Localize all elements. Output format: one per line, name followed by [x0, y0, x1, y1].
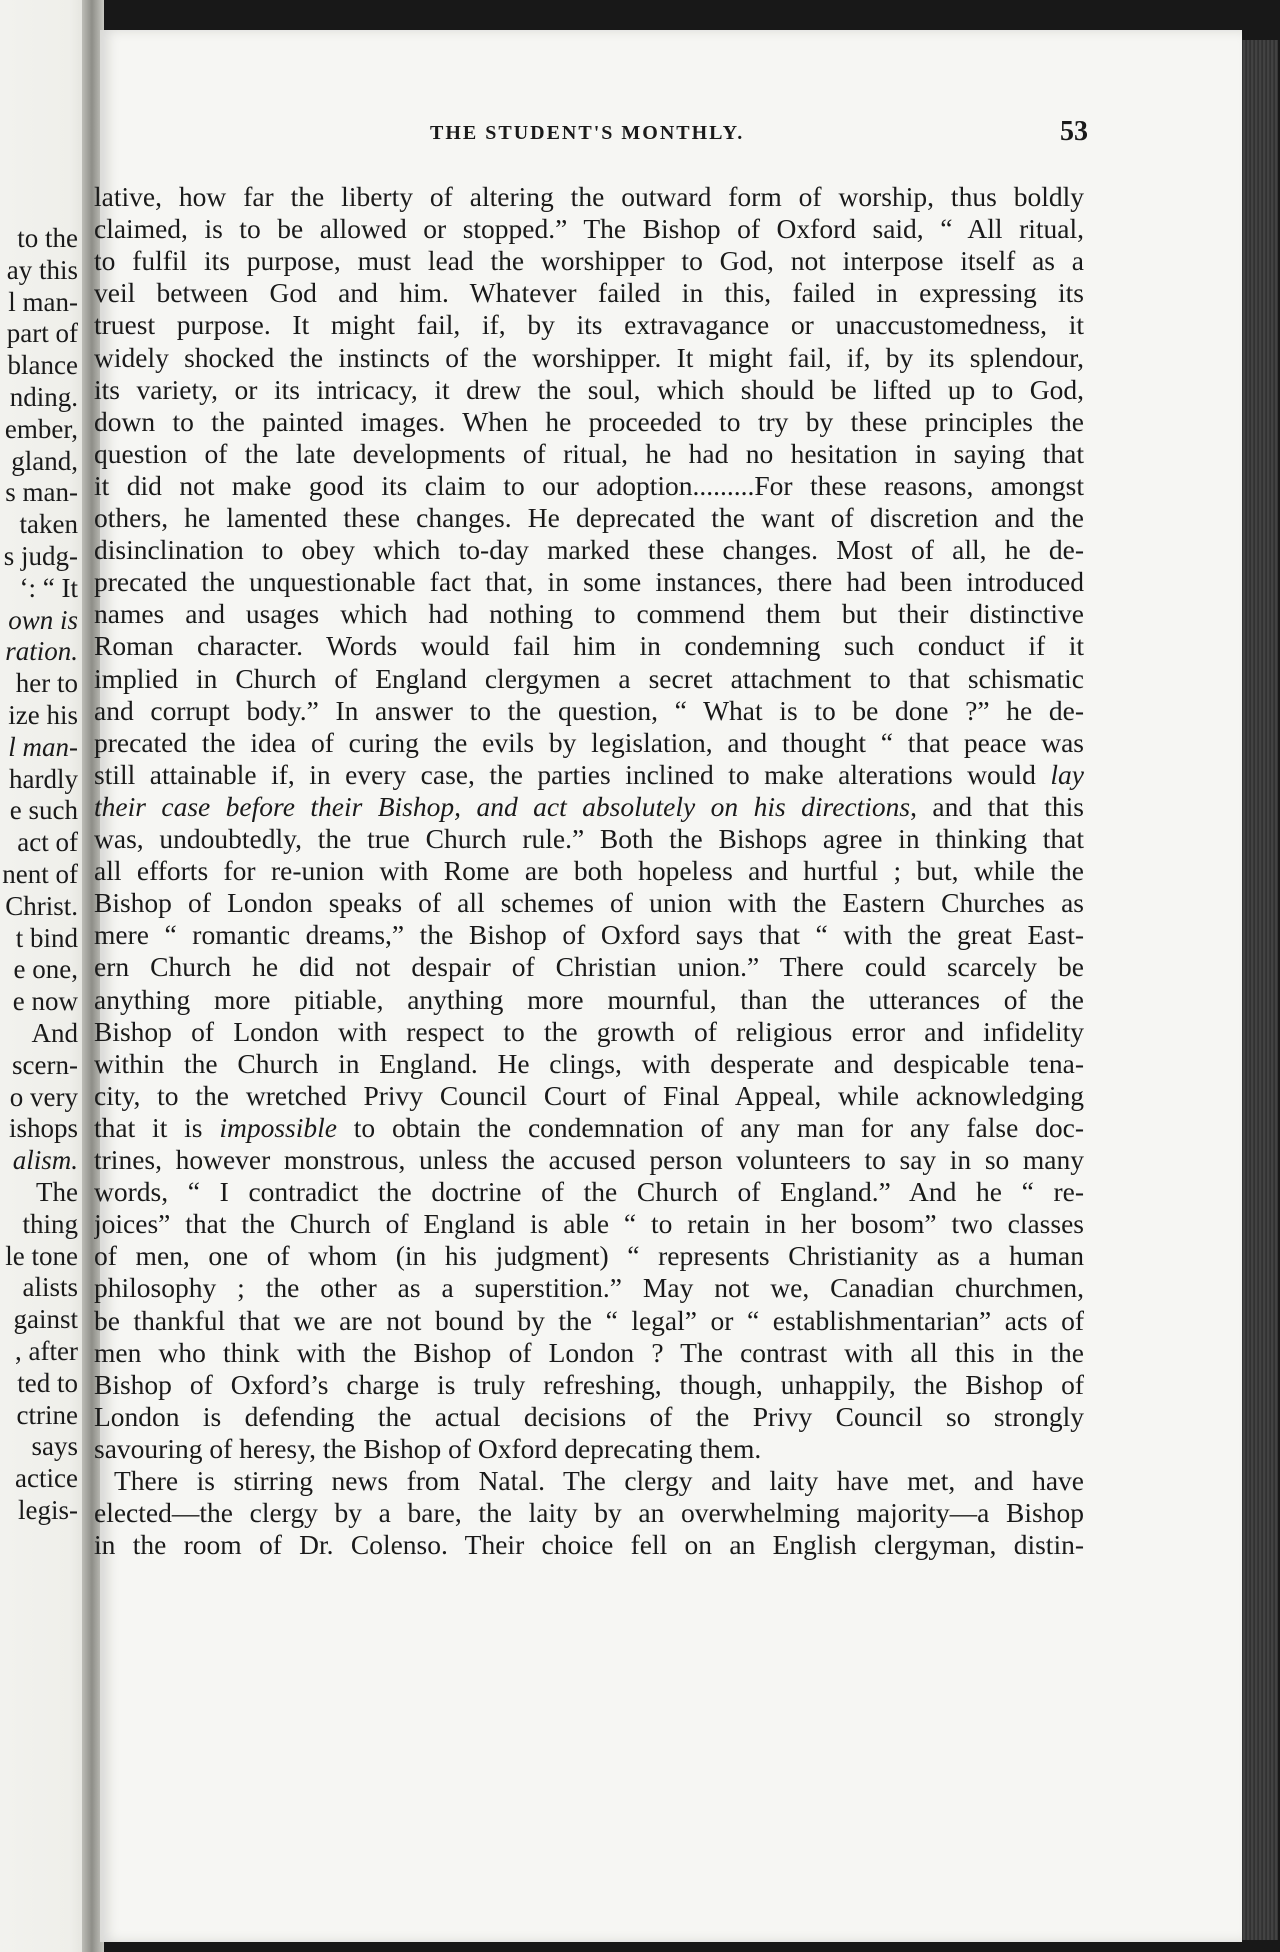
- text-line: widely shocked the instincts of the worshipper. It might fail, if, by its splendour,: [94, 341, 1084, 373]
- facing-page-fragment: , after: [15, 1336, 78, 1366]
- text-line: precated the unquestionable fact that, in some instances, there had been introduced: [94, 566, 1084, 598]
- text-line: words, “ I contradict the doctrine of the Church of England.” And he “ re-: [94, 1176, 1084, 1208]
- text-line: city, to the wretched Privy Council Court of Final Appeal, while acknowledging: [94, 1079, 1084, 1111]
- text-line: names and usages which had nothing to commend them but their distinctive: [94, 598, 1084, 630]
- text-line: lative, how far the liberty of altering the outward form of worship, thus boldly: [94, 181, 1084, 212]
- text-line: ern Church he did not despair of Christian union.” There could scarcely be: [94, 951, 1084, 983]
- facing-page-fragment: scern-: [12, 1049, 78, 1080]
- facing-page-fragment: gland,: [11, 445, 78, 476]
- facing-page-fragment: Christ.: [5, 890, 78, 921]
- text-line: London is defending the actual decisions of the Privy Council so strongly: [94, 1400, 1084, 1432]
- text-line: still attainable if, in every case, the parties inclined to make alterations would lay: [94, 758, 1084, 790]
- text-line: to fulfil its purpose, must lead the worshipper to God, not interpose itself as a: [94, 245, 1084, 277]
- facing-page-fragment: hardly: [9, 763, 78, 794]
- text-line: claimed, is to be allowed or stopped.” The Bishop of Oxford said, “ All ritual,: [94, 213, 1084, 245]
- text-line: its variety, or its intricacy, it drew the soul, which should be lifted up to God,: [94, 373, 1084, 405]
- text-line: others, he lamented these changes. He deprecated the want of discretion and the: [94, 502, 1084, 533]
- text-line: Bishop of London with respect to the growth of religious error and infidelity: [94, 1015, 1084, 1047]
- facing-page-fragment: to the: [17, 223, 78, 253]
- facing-page-fragment: gainst: [13, 1304, 78, 1335]
- text-line: disinclination to obey which to-day marked these changes. Most of all, he de-: [94, 534, 1084, 566]
- facing-page-fragment: o very: [9, 1081, 78, 1112]
- text-line: down to the painted images. When he proceeded to try by these principles the: [94, 405, 1084, 437]
- facing-page-fragment: part of: [6, 318, 78, 349]
- facing-page-fragment: own is: [8, 604, 78, 635]
- running-head: THE STUDENT'S MONTHLY.: [430, 122, 745, 144]
- text-line: be thankful that we are not bound by the “ legal” or “ establishmentarian” acts of: [94, 1304, 1084, 1336]
- text-line: all efforts for re-union with Rome are both hopeless and hurtful ; but, while the: [94, 855, 1084, 887]
- facing-page-fragment: says: [31, 1431, 78, 1462]
- text-line: anything more pitiable, anything more mournful, than the utterances of the: [94, 983, 1084, 1015]
- facing-page-fragment: ctrine: [16, 1399, 78, 1430]
- facing-page-fragment: nent of: [2, 859, 78, 889]
- text-line: and corrupt body.” In answer to the question, “ What is to be done ?” he de-: [94, 694, 1084, 726]
- text-line: their case before their Bishop, and act absolutely on his directions, and that this: [94, 790, 1084, 822]
- text-line: Bishop of Oxford’s charge is truly refreshing, though, unhappily, the Bishop of: [94, 1368, 1084, 1400]
- facing-page-fragment: ted to: [17, 1367, 78, 1398]
- text-line: veil between God and him. Whatever failed in this, failed in expressing its: [94, 277, 1084, 309]
- facing-page-fragment: thing: [22, 1208, 78, 1239]
- facing-page-fragment: alists: [22, 1272, 78, 1303]
- facing-page-fragment: le tone: [5, 1240, 78, 1271]
- text-line: implied in Church of England clergymen a secret attachment to that schismatic: [94, 662, 1084, 694]
- facing-page-fragment: l man-: [8, 731, 78, 762]
- facing-page-fragment: e now: [12, 986, 78, 1017]
- facing-page-fragment: s man-: [5, 477, 78, 508]
- text-line: truest purpose. It might fail, if, by its extravagance or unaccustomedness, it: [94, 309, 1084, 341]
- text-line: Bishop of London speaks of all schemes of union with the Eastern Churches as: [94, 887, 1084, 919]
- text-line: of men, one of whom (in his judgment) “ represents Christianity as a human: [94, 1240, 1084, 1272]
- text-line: mere “ romantic dreams,” the Bishop of Oxford says that “ with the great East-: [94, 919, 1084, 951]
- facing-page-fragment: her to: [15, 668, 78, 699]
- facing-page-fragment: legis-: [18, 1495, 78, 1525]
- facing-page-fragment: ember,: [4, 413, 78, 444]
- page: [94, 30, 1242, 1942]
- facing-page-fragment: e one,: [13, 954, 78, 985]
- text-line: it did not make good its claim to our adoption.........For these reasons, amongst: [94, 469, 1084, 501]
- text-line: question of the late developments of ritual, he had no hesitation in saying that: [94, 437, 1084, 469]
- facing-page-fragment: blance: [7, 350, 78, 381]
- facing-page-fragment: ishops: [8, 1113, 78, 1144]
- facing-page-fragment: l man-: [8, 286, 78, 317]
- text-line: elected—the clergy by a bare, the laity by an overwhelming majority—a Bishop: [94, 1497, 1084, 1529]
- facing-page-fragment: ‘: “ It: [19, 572, 78, 603]
- text-line: joices” that the Church of England is able “ to retain in her bosom” two classes: [94, 1208, 1084, 1240]
- facing-page-fragment: nding.: [9, 382, 78, 412]
- text-line: in the room of Dr. Colenso. Their choice fell on an English clergyman, distin-: [94, 1529, 1084, 1561]
- text-line: There is stirring news from Natal. The clergy and laity have met, and have: [114, 1465, 1084, 1496]
- text-line: within the Church in England. He clings, with desperate and despicable tena-: [94, 1047, 1084, 1079]
- facing-page-fragment: t bind: [15, 922, 78, 953]
- facing-page-fragment: And: [31, 1018, 78, 1048]
- facing-page-fragment: actice: [15, 1463, 78, 1494]
- page-number: 53: [1060, 116, 1088, 147]
- text-line: men who think with the Bishop of London ? The contrast with all this in the: [94, 1336, 1084, 1368]
- text-line: savouring of heresy, the Bishop of Oxford deprecating them.: [94, 1432, 762, 1464]
- facing-page-fragment: ay this: [6, 254, 78, 285]
- text-line: was, undoubtedly, the true Church rule.” Both the Bishops agree in thinking that: [94, 823, 1084, 854]
- text-line: Roman character. Words would fail him in condemning such conduct if it: [94, 630, 1084, 662]
- facing-page-fragment: taken: [19, 509, 78, 540]
- facing-page-fragment: ize his: [8, 700, 78, 730]
- text-line: trines, however monstrous, unless the accused person volunteers to say in so many: [94, 1144, 1084, 1175]
- text-line: philosophy ; the other as a superstition.” May not we, Canadian churchmen,: [94, 1272, 1084, 1304]
- facing-page-fragment: s judg-: [3, 541, 78, 571]
- facing-page-fragment: The: [36, 1177, 78, 1207]
- facing-page-fragment: alism.: [12, 1145, 78, 1176]
- facing-page-fragment: act of: [17, 827, 78, 858]
- facing-page-fragment: e such: [9, 795, 78, 826]
- text-line: precated the idea of curing the evils by legislation, and thought “ that peace was: [94, 726, 1084, 758]
- page-block-edge: [1238, 40, 1278, 1940]
- text-line: that it is impossible to obtain the condemnation of any man for any false doc-: [94, 1111, 1084, 1143]
- facing-page-fragment: ration.: [5, 636, 78, 667]
